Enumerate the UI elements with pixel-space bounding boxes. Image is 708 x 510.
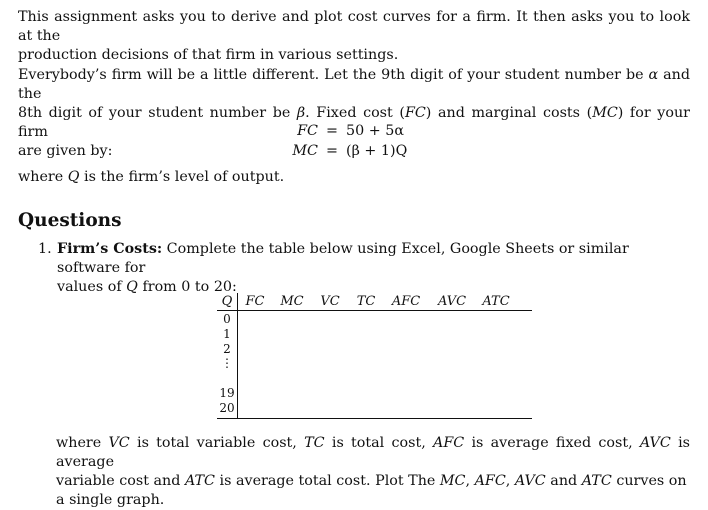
where-q-text: is the firm’s level of output. <box>79 169 285 185</box>
after-text: is total variable cost, <box>129 435 305 451</box>
intro-line-2: production decisions of that firm in various settings. <box>18 47 399 63</box>
setup-line-3: are given by: <box>18 143 113 159</box>
equation-lhs: MC <box>292 143 318 159</box>
question-1-line-1 <box>57 240 690 278</box>
intro-line-1: This assignment asks you to derive and plot cost curves for a firm. It then asks you to look at the <box>18 9 690 44</box>
afc-symbol: AFC <box>474 473 506 489</box>
equation-lhs: FC <box>297 123 318 139</box>
after-text: where <box>56 435 109 451</box>
table-header-atc: ATC <box>482 294 510 309</box>
intro-paragraph <box>18 8 690 65</box>
table-header-row <box>217 293 532 310</box>
question-1-text: values of <box>57 279 127 295</box>
setup-text: Everybody’s firm will be a little different. Let the 9th digit of your student number be <box>18 67 649 83</box>
table-row: 19 <box>219 386 235 400</box>
vc-symbol: VC <box>108 435 130 451</box>
setup-text: and the <box>18 67 690 102</box>
table-q-column <box>217 312 237 416</box>
equation-fc <box>288 121 407 141</box>
question-1-text: from 0 to 20: <box>137 279 237 295</box>
question-1-body <box>57 240 690 297</box>
table-header-afc: AFC <box>391 294 421 309</box>
alpha-symbol: α <box>648 67 659 83</box>
equation-equals: = <box>326 143 338 159</box>
after-text: is average <box>56 435 690 470</box>
table-header-avc: AVC <box>437 294 467 309</box>
question-1-title: Firm’s Costs: <box>57 241 163 257</box>
table-header-q: Q <box>221 294 233 309</box>
table-row: 20 <box>219 401 235 415</box>
fc-symbol: FC <box>404 105 426 121</box>
equation-equals: = <box>326 123 338 139</box>
equation-mc <box>288 141 407 161</box>
after-text: , <box>465 473 475 489</box>
table-row: 0 <box>223 312 231 326</box>
setup-text: ) and marginal costs ( <box>425 105 593 121</box>
after-text: curves on <box>611 473 687 489</box>
setup-line-1 <box>18 66 690 104</box>
after-line-1 <box>56 434 690 472</box>
question-1-text: Complete the table below using Excel, Google Sheets or similar software for <box>57 241 629 276</box>
after-table-paragraph <box>56 434 690 510</box>
after-text: is total cost, <box>324 435 434 451</box>
table-top-rule <box>217 310 532 311</box>
where-q-line <box>18 168 690 187</box>
tc-symbol: TC <box>304 435 325 451</box>
equation-rhs: 50 + 5α <box>346 123 405 139</box>
table-ellipsis: ⋮ <box>221 356 233 370</box>
after-text: and <box>545 473 582 489</box>
after-text: , <box>505 473 515 489</box>
after-text: is average total cost. Plot The <box>214 473 440 489</box>
equation-block <box>288 121 407 161</box>
after-line-2 <box>56 472 690 491</box>
equation-rhs: (β + 1)Q <box>346 143 408 159</box>
after-text: variable cost and <box>56 473 185 489</box>
where-q-text: where <box>18 169 68 185</box>
questions-heading: Questions <box>18 210 122 231</box>
mc-symbol: MC <box>592 105 618 121</box>
after-text: is average fixed cost, <box>464 435 640 451</box>
after-line-3: a single graph. <box>56 492 165 508</box>
question-number: 1. <box>38 241 52 257</box>
table-header-fc: FC <box>245 294 265 309</box>
q-symbol: Q <box>67 169 80 185</box>
avc-symbol: AVC <box>639 435 671 451</box>
table-header-tc: TC <box>356 294 376 309</box>
q-symbol: Q <box>126 279 138 295</box>
atc-symbol: ATC <box>184 473 215 489</box>
avc-symbol: AVC <box>514 473 546 489</box>
afc-symbol: AFC <box>433 435 465 451</box>
table-bottom-rule <box>217 418 532 419</box>
table-row: 1 <box>223 327 231 341</box>
table-header-mc: MC <box>280 294 304 309</box>
table-header-vc: VC <box>320 294 340 309</box>
cost-table <box>217 293 532 415</box>
mc-symbol: MC <box>439 473 466 489</box>
table-row: 2 <box>223 342 231 356</box>
setup-text: ) for your firm <box>18 105 690 140</box>
setup-text: . Fixed cost ( <box>305 105 405 121</box>
beta-symbol: β <box>296 105 306 121</box>
setup-text: 8th digit of your student number be <box>18 105 297 121</box>
table-column-divider <box>237 293 238 418</box>
atc-symbol: ATC <box>581 473 612 489</box>
